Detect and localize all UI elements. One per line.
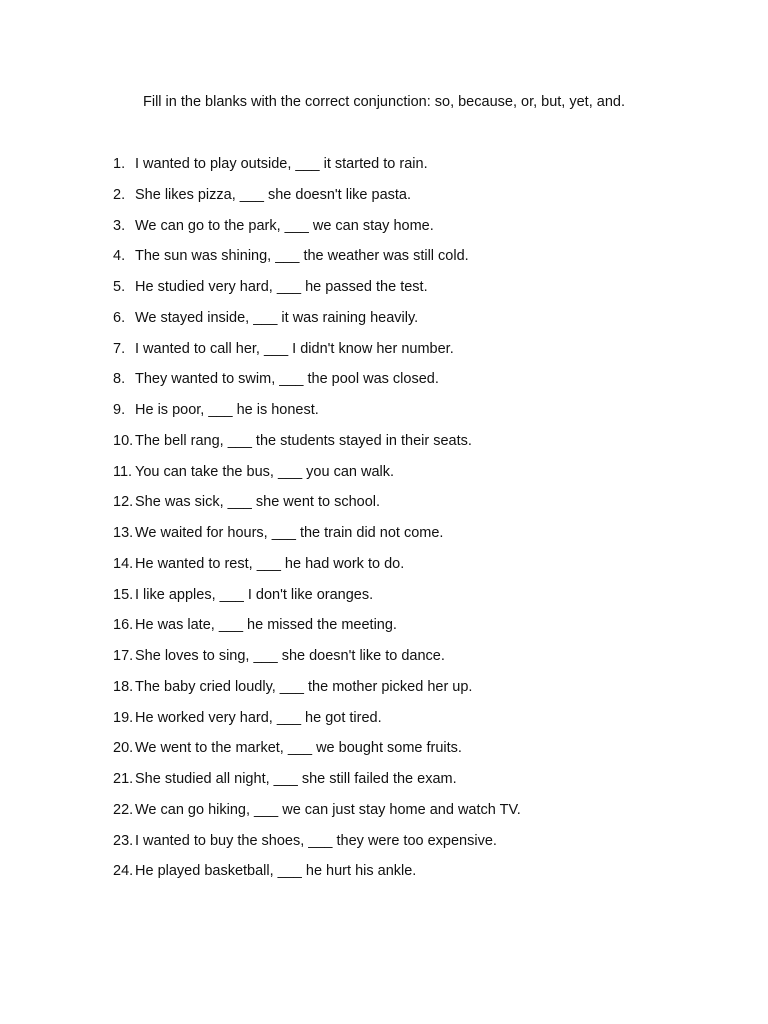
question-item	[113, 339, 521, 370]
question-list	[113, 154, 521, 892]
question-item	[113, 800, 521, 831]
question-item	[113, 554, 521, 585]
question-text: The baby cried loudly, ___ the mother picked her up.	[135, 678, 473, 695]
question-text: They wanted to swim, ___ the pool was closed.	[135, 371, 439, 388]
question-item	[113, 308, 521, 339]
question-number: 11.	[113, 463, 133, 480]
question-number: 6.	[113, 309, 126, 326]
question-number: 20.	[113, 740, 134, 757]
worksheet-instructions: Fill in the blanks with the correct conjunction: so, because, or, but, yet, and.	[143, 94, 625, 110]
question-number: 16.	[113, 617, 134, 634]
question-item	[113, 462, 521, 493]
question-text: He played basketball, ___ he hurt his ankle.	[135, 863, 417, 880]
question-item	[113, 369, 521, 400]
question-number: 14.	[113, 555, 134, 572]
question-item	[113, 400, 521, 431]
question-text: We waited for hours, ___ the train did not come.	[135, 525, 444, 541]
question-text: We went to the market, ___ we bought some fruits.	[135, 740, 462, 757]
question-text: We can go hiking, ___ we can just stay home and watch TV.	[135, 801, 521, 818]
question-text: She loves to sing, ___ she doesn't like to dance.	[135, 648, 445, 664]
question-number: 18.	[113, 678, 134, 695]
question-number: 8.	[113, 371, 126, 388]
question-item	[113, 246, 521, 277]
question-item	[113, 861, 521, 892]
question-number: 9.	[113, 402, 126, 418]
question-item	[113, 585, 521, 616]
question-text: I wanted to play outside, ___ it started to rain.	[135, 156, 428, 172]
question-number: 24.	[113, 863, 134, 880]
question-text: She was sick, ___ she went to school.	[135, 494, 381, 511]
question-text: The sun was shining, ___ the weather was still cold.	[135, 248, 469, 265]
question-text: I wanted to call her, ___ I didn't know her number.	[135, 340, 454, 357]
question-item	[113, 831, 521, 862]
question-number: 4.	[113, 248, 126, 265]
question-text: He studied very hard, ___ he passed the test.	[135, 279, 428, 295]
question-text: He is poor, ___ he is honest.	[135, 402, 319, 418]
question-item	[113, 646, 521, 677]
question-item	[113, 708, 521, 739]
question-number: 1.	[113, 156, 126, 172]
question-number: 13.	[113, 525, 134, 541]
question-item	[113, 738, 521, 769]
question-item	[113, 216, 521, 247]
question-number: 19.	[113, 709, 134, 726]
question-item	[113, 523, 521, 554]
question-text: You can take the bus, ___ you can walk.	[135, 463, 395, 480]
question-item	[113, 431, 521, 462]
question-text: She studied all night, ___ she still failed the exam.	[135, 771, 457, 787]
question-text: I like apples, ___ I don't like oranges.	[135, 586, 374, 603]
question-number: 21.	[113, 771, 134, 787]
question-item	[113, 769, 521, 800]
question-number: 17.	[113, 648, 134, 664]
question-text: The bell rang, ___ the students stayed in their seats.	[135, 432, 472, 449]
question-text: He worked very hard, ___ he got tired.	[135, 709, 382, 726]
question-number: 3.	[113, 217, 126, 234]
question-text: He wanted to rest, ___ he had work to do.	[135, 555, 405, 572]
question-item	[113, 185, 521, 216]
question-number: 2.	[113, 186, 126, 203]
question-text: We stayed inside, ___ it was raining heavily.	[135, 309, 419, 326]
question-number: 22.	[113, 801, 134, 818]
question-number: 10.	[113, 432, 134, 449]
question-number: 23.	[113, 832, 134, 849]
question-number: 12.	[113, 494, 134, 511]
question-item	[113, 154, 521, 185]
question-number: 5.	[113, 279, 126, 295]
question-item	[113, 492, 521, 523]
question-text: I wanted to buy the shoes, ___ they were too expensive.	[135, 832, 497, 849]
question-text: She likes pizza, ___ she doesn't like pasta.	[135, 186, 412, 203]
question-item	[113, 615, 521, 646]
question-text: We can go to the park, ___ we can stay home.	[135, 217, 434, 234]
question-item	[113, 677, 521, 708]
question-number: 15.	[113, 586, 134, 603]
question-number: 7.	[113, 340, 126, 357]
question-text: He was late, ___ he missed the meeting.	[135, 617, 397, 634]
question-item	[113, 277, 521, 308]
